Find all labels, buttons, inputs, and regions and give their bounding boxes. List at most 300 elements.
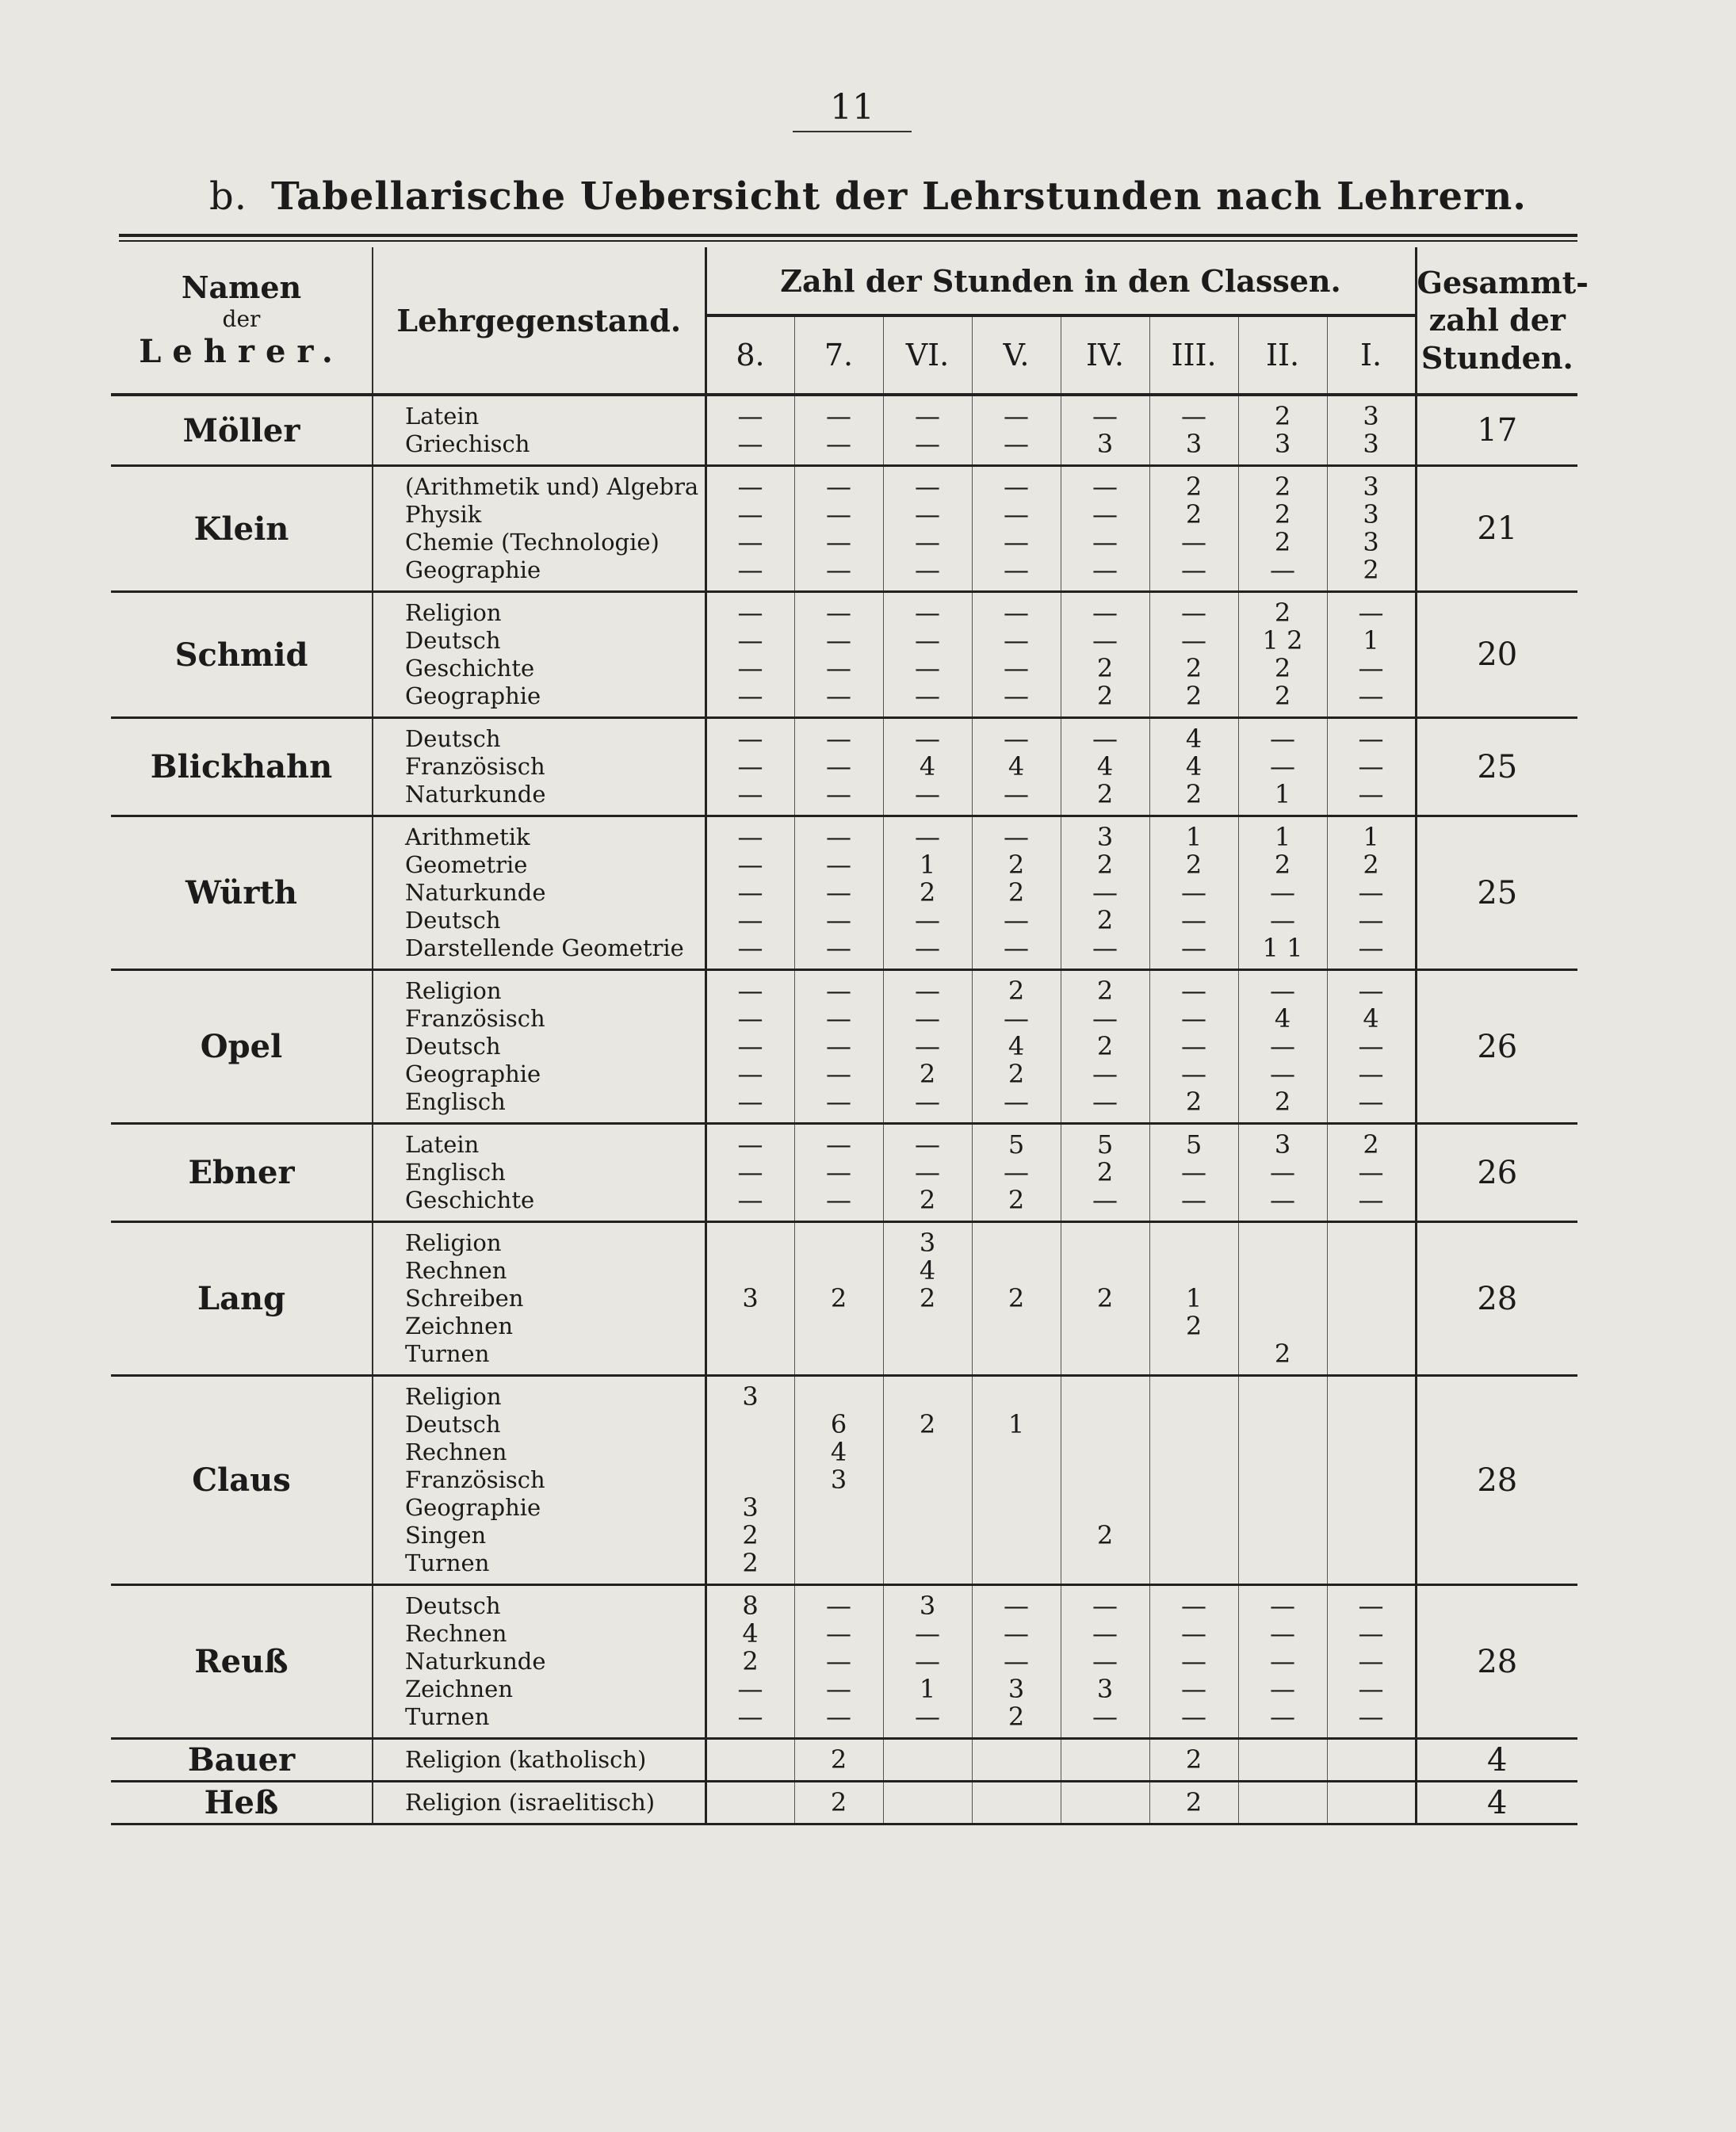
hours-value: — <box>737 681 763 711</box>
subject-name: Chemie (Technologie) <box>405 529 660 556</box>
class-hours-cell <box>1327 395 1416 466</box>
hours-value: — <box>1181 555 1206 585</box>
hours-value: 4 <box>919 751 936 781</box>
hours-value <box>973 1789 1061 1817</box>
class-hours-cell <box>972 718 1061 816</box>
hours-value <box>1061 1312 1149 1340</box>
subject-name: Rechnen <box>405 1439 507 1465</box>
class-hours-cell <box>1327 1585 1416 1739</box>
class-hours-cell <box>1149 1222 1238 1376</box>
hours-value: 2 <box>1185 1744 1203 1775</box>
class-hours-cell <box>883 970 972 1124</box>
hours-value <box>1239 1746 1327 1774</box>
class-hours-cell <box>1061 395 1149 466</box>
hours-value: 2 <box>1274 401 1291 431</box>
hours-value: 3 <box>1274 1129 1291 1160</box>
subject-list <box>373 718 705 816</box>
teacher-name: Schmid <box>111 592 373 718</box>
hours-value: 4 <box>1185 724 1203 754</box>
hours-value <box>1328 1229 1415 1257</box>
teacher-name: Möller <box>111 395 373 466</box>
class-hours-cell <box>1061 1376 1149 1585</box>
class-hours-cell <box>794 1376 883 1585</box>
hours-value <box>795 1340 883 1368</box>
hours-value <box>884 1340 972 1368</box>
class-hours-cell <box>794 816 883 970</box>
hours-value: — <box>1004 724 1029 754</box>
hours-value: 2 <box>1274 527 1291 557</box>
hours-value: — <box>1270 877 1295 907</box>
hours-value: 2 <box>1274 653 1291 683</box>
class-hours-cell <box>794 466 883 592</box>
hours-value: — <box>1092 472 1118 502</box>
hours-value: 2 <box>1008 1283 1025 1313</box>
teacher-total: 28 <box>1416 1376 1577 1585</box>
header-total-line1: Gesammt- <box>1417 264 1589 300</box>
hours-value <box>1328 1411 1415 1439</box>
class-hours-cell <box>794 1222 883 1376</box>
hours-value: — <box>915 933 940 963</box>
hours-value: 4 <box>1096 751 1114 781</box>
hours-value: — <box>1358 779 1384 809</box>
hours-value: 1 <box>919 1674 936 1704</box>
hours-value: — <box>826 472 851 502</box>
subject-name: Geographie <box>405 556 541 583</box>
hours-value: 3 <box>1096 822 1114 852</box>
hours-value <box>795 1229 883 1257</box>
hours-value: — <box>826 1087 851 1117</box>
class-hours-cell <box>1238 395 1327 466</box>
hours-value <box>795 1494 883 1522</box>
hours-value: 2 <box>1185 779 1203 809</box>
subject-name: Zeichnen <box>405 1312 514 1339</box>
hours-value: — <box>1004 1646 1029 1676</box>
subject-name: Geschichte <box>405 655 535 682</box>
teacher-total: 28 <box>1416 1585 1577 1739</box>
hours-value <box>1061 1439 1149 1466</box>
hours-value: 1 <box>1185 1283 1203 1313</box>
teacher-row <box>111 970 1577 1124</box>
hours-value <box>1328 1383 1415 1411</box>
hours-value: — <box>915 499 940 529</box>
hours-value: — <box>1004 681 1029 711</box>
hours-value <box>973 1439 1061 1466</box>
hours-value: 2 <box>1185 681 1203 711</box>
hours-value: — <box>1004 625 1029 655</box>
class-hours-cell <box>1149 395 1238 466</box>
hours-value: — <box>826 877 851 907</box>
hours-value: — <box>737 822 763 852</box>
hours-value: — <box>826 1674 851 1704</box>
hours-value: — <box>826 429 851 459</box>
hours-value: — <box>1092 555 1118 585</box>
subject-list <box>373 1376 705 1585</box>
hours-value: 8 <box>742 1591 759 1621</box>
hours-value: 2 <box>830 1787 847 1817</box>
hours-value: 2 <box>919 1409 936 1439</box>
hours-value <box>1328 1549 1415 1577</box>
hours-value <box>1239 1285 1327 1312</box>
hours-value: — <box>737 1674 763 1704</box>
hours-value <box>884 1439 972 1466</box>
hours-value <box>707 1340 794 1368</box>
hours-value: 2 <box>1096 1157 1114 1187</box>
hours-value: — <box>1181 1618 1206 1649</box>
hours-value: 2 <box>1274 850 1291 880</box>
subject-name: Religion <box>405 977 502 1004</box>
hours-value: 3 <box>1008 1674 1025 1704</box>
hours-value: 3 <box>1363 527 1379 557</box>
class-hours-cell <box>705 970 794 1124</box>
hours-value <box>1150 1340 1238 1368</box>
class-hours-cell <box>883 1782 972 1824</box>
teacher-total: 26 <box>1416 1124 1577 1222</box>
class-hours-cell <box>705 395 794 466</box>
class-hours-cell <box>705 1222 794 1376</box>
class-header: 7. <box>794 315 883 395</box>
class-header: III. <box>1149 315 1238 395</box>
hours-value: — <box>737 1059 763 1089</box>
class-hours-cell <box>1238 466 1327 592</box>
hours-value: — <box>1270 1059 1295 1089</box>
class-hours-cell <box>1238 1222 1327 1376</box>
hours-value: 2 <box>1185 472 1203 502</box>
subject-name: Französisch <box>405 1466 545 1493</box>
hours-value: 1 <box>1274 779 1291 809</box>
teacher-row <box>111 1585 1577 1739</box>
hours-value: — <box>915 1618 940 1649</box>
class-hours-cell <box>883 395 972 466</box>
teacher-name: Opel <box>111 970 373 1124</box>
teacher-row <box>111 592 1577 718</box>
hours-value: — <box>1004 527 1029 557</box>
hours-value: 1 <box>1363 625 1379 655</box>
hours-value: — <box>1270 1646 1295 1676</box>
hours-value: — <box>826 1646 851 1676</box>
class-hours-cell <box>1327 1782 1416 1824</box>
hours-value: 5 <box>1096 1129 1114 1160</box>
class-hours-cell <box>972 1782 1061 1824</box>
hours-value <box>1061 1746 1149 1774</box>
hours-value: 2 <box>1185 850 1203 880</box>
class-hours-cell <box>1238 1782 1327 1824</box>
hours-value: 2 <box>1008 877 1025 907</box>
hours-value: — <box>1358 1702 1384 1732</box>
class-hours-cell <box>705 592 794 718</box>
class-hours-cell <box>1327 466 1416 592</box>
hours-value: — <box>1004 822 1029 852</box>
hours-value <box>707 1789 794 1817</box>
hours-value: — <box>915 1702 940 1732</box>
subject-name: Physik <box>405 501 482 528</box>
subject-name: Turnen <box>405 1340 490 1367</box>
class-hours-cell <box>972 466 1061 592</box>
hours-value: — <box>737 779 763 809</box>
teacher-total: 26 <box>1416 970 1577 1124</box>
hours-value: — <box>737 1087 763 1117</box>
hours-value: — <box>915 527 940 557</box>
hours-value: — <box>1004 1591 1029 1621</box>
teacher-name: Claus <box>111 1376 373 1585</box>
hours-value <box>884 1789 972 1817</box>
hours-value: 3 <box>830 1465 847 1495</box>
subject-name: Religion (israelitisch) <box>405 1789 656 1816</box>
hours-value: — <box>826 653 851 683</box>
hours-value <box>1061 1229 1149 1257</box>
hours-value: 2 <box>1008 850 1025 880</box>
hours-value: — <box>1181 933 1206 963</box>
hours-value <box>1150 1383 1238 1411</box>
hours-value: 4 <box>1274 1003 1291 1034</box>
header-names-line2: der <box>222 306 261 332</box>
subject-name: Latein <box>405 1131 480 1158</box>
hours-value: — <box>826 1157 851 1187</box>
hours-value: — <box>737 850 763 880</box>
header-names-line3: Lehrer. <box>139 332 344 370</box>
hours-value: 3 <box>742 1492 759 1523</box>
hours-value: 2 <box>1096 850 1114 880</box>
hours-value: 4 <box>1363 1003 1379 1034</box>
teacher-row <box>111 1782 1577 1824</box>
hours-value <box>1150 1549 1238 1577</box>
class-hours-cell <box>1238 1124 1327 1222</box>
class-hours-cell <box>1327 1222 1416 1376</box>
class-hours-cell <box>705 816 794 970</box>
class-hours-cell <box>972 1739 1061 1782</box>
hours-value: 2 <box>919 877 936 907</box>
hours-value: — <box>1092 1646 1118 1676</box>
class-hours-cell <box>1327 816 1416 970</box>
subject-name: Latein <box>405 403 480 430</box>
hours-value: — <box>1270 976 1295 1006</box>
class-hours-cell <box>1327 1739 1416 1782</box>
hours-value: — <box>1181 625 1206 655</box>
hours-value: — <box>1092 933 1118 963</box>
class-hours-cell <box>705 1124 794 1222</box>
hours-value <box>707 1229 794 1257</box>
class-hours-cell <box>883 592 972 718</box>
hours-value: — <box>737 1129 763 1160</box>
table-body <box>111 395 1577 1824</box>
class-hours-cell <box>1327 970 1416 1124</box>
hours-value: — <box>1358 1031 1384 1061</box>
class-hours-cell <box>883 1376 972 1585</box>
hours-value: — <box>1181 976 1206 1006</box>
hours-value: 2 <box>1185 1311 1203 1341</box>
subject-name: Deutsch <box>405 725 501 752</box>
hours-value: 2 <box>742 1646 759 1676</box>
hours-value <box>1239 1312 1327 1340</box>
hours-value: 3 <box>742 1381 759 1412</box>
hours-value: — <box>915 1087 940 1117</box>
hours-value: — <box>737 1003 763 1034</box>
hours-value: 6 <box>830 1409 847 1439</box>
hours-value: — <box>1181 1003 1206 1034</box>
subject-name: Französisch <box>405 1005 545 1032</box>
hours-value: — <box>737 472 763 502</box>
heading-prefix: b. <box>209 174 248 219</box>
class-hours-cell <box>1149 1782 1238 1824</box>
hours-value: 2 <box>1363 850 1379 880</box>
hours-value: — <box>826 933 851 963</box>
hours-value: 2 <box>1363 1129 1379 1160</box>
header-names-line1: Namen <box>181 269 302 306</box>
class-hours-cell <box>1327 718 1416 816</box>
hours-value <box>1061 1411 1149 1439</box>
teacher-row <box>111 466 1577 592</box>
hours-value: 2 <box>1096 905 1114 935</box>
hours-value: — <box>1004 1157 1029 1187</box>
class-hours-cell <box>1149 592 1238 718</box>
class-hours-cell <box>883 1739 972 1782</box>
hours-value <box>884 1312 972 1340</box>
class-header: II. <box>1238 315 1327 395</box>
teacher-row <box>111 1124 1577 1222</box>
hours-value: — <box>1270 751 1295 781</box>
hours-value <box>1061 1257 1149 1285</box>
subject-list <box>373 466 705 592</box>
hours-value <box>795 1522 883 1549</box>
class-hours-cell <box>1149 466 1238 592</box>
hours-value: — <box>826 1059 851 1089</box>
hours-value <box>1150 1257 1238 1285</box>
hours-value: 3 <box>1363 429 1379 459</box>
hours-value: — <box>826 905 851 935</box>
teaching-hours-table <box>111 247 1589 1825</box>
subject-name: Zeichnen <box>405 1675 514 1702</box>
hours-value: 2 <box>1274 1087 1291 1117</box>
hours-value <box>795 1383 883 1411</box>
hours-value: 2 <box>1096 653 1114 683</box>
class-hours-cell <box>972 395 1061 466</box>
hours-value <box>973 1340 1061 1368</box>
class-hours-cell <box>972 592 1061 718</box>
hours-value: — <box>915 429 940 459</box>
hours-value: — <box>1358 1059 1384 1089</box>
teacher-total: 25 <box>1416 816 1577 970</box>
subject-list <box>373 1585 705 1739</box>
hours-value <box>1239 1789 1327 1817</box>
hours-value: — <box>1004 429 1029 459</box>
hours-value <box>884 1522 972 1549</box>
hours-value: — <box>1358 653 1384 683</box>
hours-value <box>1328 1789 1415 1817</box>
hours-value: 2 <box>1274 681 1291 711</box>
class-hours-cell <box>972 970 1061 1124</box>
hours-value: — <box>1270 555 1295 585</box>
hours-value: — <box>1181 877 1206 907</box>
subject-name: Deutsch <box>405 627 501 654</box>
class-hours-cell <box>705 1782 794 1824</box>
hours-value <box>884 1383 972 1411</box>
hours-value: — <box>737 625 763 655</box>
hours-value: 2 <box>1274 1339 1291 1369</box>
subject-name: Geographie <box>405 1060 541 1087</box>
class-hours-cell <box>1061 970 1149 1124</box>
hours-value <box>1150 1439 1238 1466</box>
hours-value: — <box>1270 1157 1295 1187</box>
hours-value: 1 <box>1363 822 1379 852</box>
teacher-name: Lang <box>111 1222 373 1376</box>
hours-value: — <box>1004 933 1029 963</box>
hours-value: 4 <box>1008 1031 1025 1061</box>
teacher-name: Bauer <box>111 1739 373 1782</box>
hours-value: — <box>1358 1618 1384 1649</box>
hours-value: — <box>915 779 940 809</box>
hours-value: — <box>1092 1059 1118 1089</box>
hours-value: — <box>1092 625 1118 655</box>
hours-value <box>884 1466 972 1494</box>
table-top-rule <box>119 234 1577 237</box>
hours-value: — <box>737 724 763 754</box>
hours-value: — <box>1358 681 1384 711</box>
hours-value: — <box>1092 499 1118 529</box>
class-hours-cell <box>972 1376 1061 1585</box>
hours-value: 1 1 <box>1262 933 1303 963</box>
hours-value: — <box>915 1003 940 1034</box>
header-total <box>1416 247 1589 395</box>
hours-value: — <box>826 1185 851 1215</box>
class-hours-cell <box>1149 970 1238 1124</box>
hours-value: 2 <box>1096 1520 1114 1550</box>
class-hours-cell <box>1327 1376 1416 1585</box>
hours-value: 2 <box>919 1059 936 1089</box>
hours-value: — <box>826 1591 851 1621</box>
hours-value: — <box>1004 1618 1029 1649</box>
subject-name: Darstellende Geometrie <box>405 934 684 961</box>
hours-value <box>1239 1522 1327 1549</box>
hours-value <box>973 1257 1061 1285</box>
hours-value: 2 <box>1008 1185 1025 1215</box>
hours-value: 2 <box>1008 1059 1025 1089</box>
hours-value: — <box>1092 401 1118 431</box>
class-hours-cell <box>794 1124 883 1222</box>
class-header: V. <box>972 315 1061 395</box>
hours-value: — <box>1004 472 1029 502</box>
class-hours-cell <box>794 1585 883 1739</box>
class-hours-cell <box>1238 1376 1327 1585</box>
hours-value <box>1239 1229 1327 1257</box>
class-hours-cell <box>1238 1739 1327 1782</box>
hours-value: — <box>1358 1087 1384 1117</box>
hours-value: — <box>1358 976 1384 1006</box>
hours-value: 3 <box>919 1591 936 1621</box>
subject-name: Religion <box>405 1383 502 1410</box>
hours-value: — <box>1270 724 1295 754</box>
hours-value <box>707 1312 794 1340</box>
hours-value <box>707 1411 794 1439</box>
class-hours-cell <box>1061 1124 1149 1222</box>
hours-value <box>973 1522 1061 1549</box>
class-hours-cell <box>1061 816 1149 970</box>
class-hours-cell <box>1149 1585 1238 1739</box>
class-hours-cell <box>705 1376 794 1585</box>
hours-value: — <box>826 1618 851 1649</box>
class-hours-cell <box>794 1782 883 1824</box>
heading-title: Tabellarische Uebersicht der Lehrstunden nach Lehrern. <box>271 174 1527 219</box>
hours-value: — <box>826 1003 851 1034</box>
teacher-total: 21 <box>1416 466 1577 592</box>
hours-value <box>1328 1257 1415 1285</box>
hours-value: 4 <box>830 1437 847 1467</box>
teacher-total: 25 <box>1416 718 1577 816</box>
hours-value: — <box>915 653 940 683</box>
hours-value: — <box>1181 1031 1206 1061</box>
hours-value <box>1150 1466 1238 1494</box>
hours-value: 1 <box>919 850 936 880</box>
hours-value: — <box>1181 527 1206 557</box>
hours-value: — <box>1092 1618 1118 1649</box>
